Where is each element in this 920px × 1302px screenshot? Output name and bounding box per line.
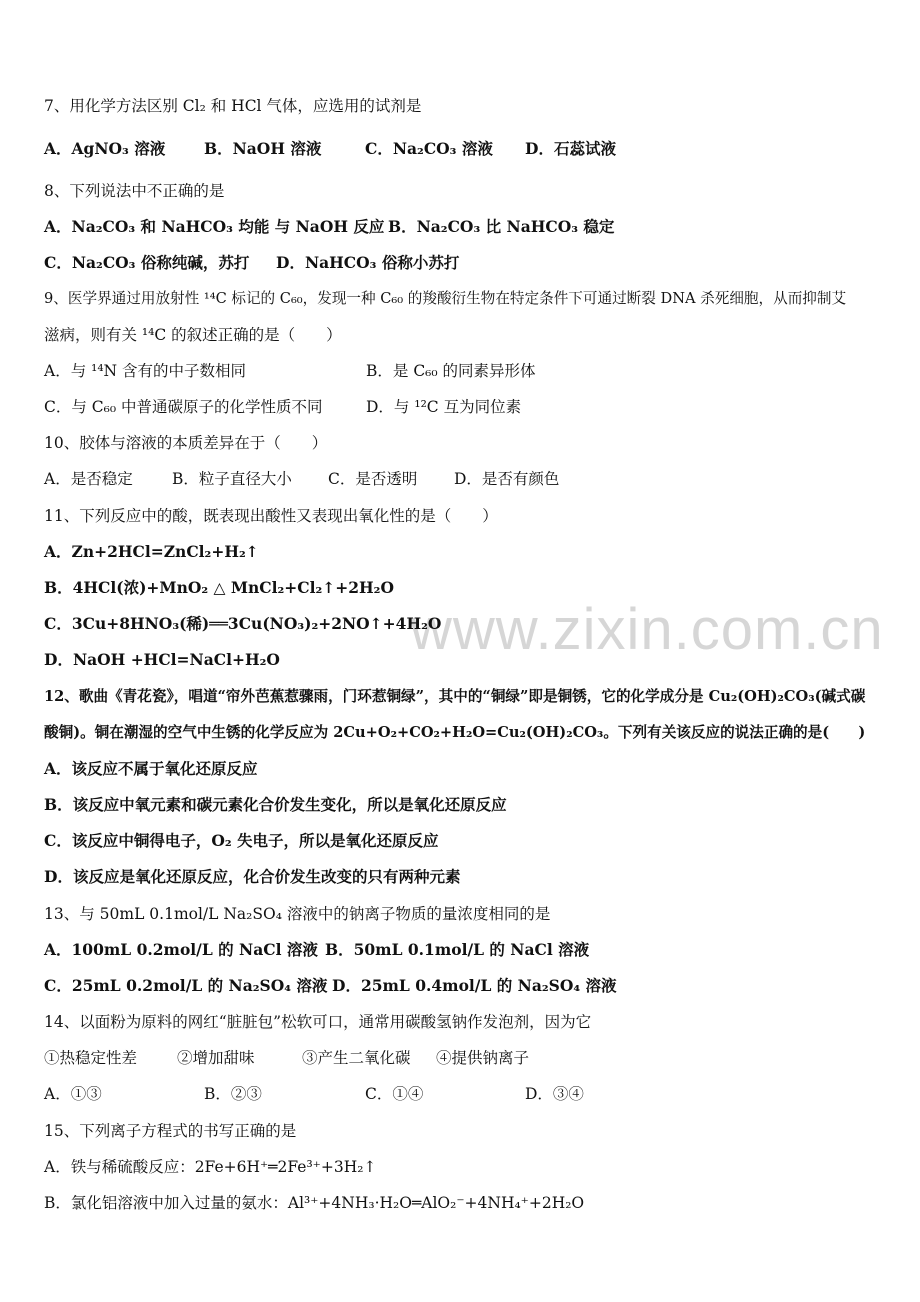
q12-option-c: C．该反应中铜得电子，O₂ 失电子，所以是氧化还原反应: [44, 831, 439, 850]
q15-stem: 15、下列离子方程式的书写正确的是: [44, 1122, 297, 1140]
q9-option-b: B．是 C₆₀ 的同素异形体: [366, 362, 536, 380]
q10-option-b: B．粒子直径大小: [172, 470, 292, 488]
watermark: www.zixin.com.cn: [410, 597, 884, 662]
q14-item-2: ②增加甜味: [177, 1049, 255, 1067]
q8-option-c: C．Na₂CO₃ 俗称纯碱，苏打: [44, 253, 250, 272]
q7-option-b: B．NaOH 溶液: [204, 139, 322, 158]
q12-stem-line2: 酸铜)。铜在潮湿的空气中生锈的化学反应为 2Cu+O₂+CO₂+H₂O=Cu₂(OH)₂CO₃。下列有关该反应的说法正确的是( ): [44, 724, 866, 741]
q14-option-b: B．②③: [204, 1085, 262, 1103]
q15-option-b: B．氯化铝溶液中加入过量的氨水：Al³⁺+4NH₃·H₂O═AlO₂⁻+4NH₄⁺+2H₂O: [44, 1194, 585, 1212]
q14-option-c: C．①④: [365, 1085, 424, 1103]
q12-option-b: B．该反应中氧元素和碳元素化合价发生变化，所以是氧化还原反应: [44, 795, 507, 814]
q10-option-c: C．是否透明: [328, 470, 418, 488]
q14-option-d: D．③④: [525, 1085, 584, 1103]
q7-option-a: A．AgNO₃ 溶液: [44, 139, 166, 158]
q11-option-c: C．3Cu+8HNO₃(稀)══3Cu(NO₃)₂+2NO↑+4H₂O: [44, 614, 442, 633]
q11-option-a: A．Zn+2HCl=ZnCl₂+H₂↑: [44, 542, 259, 561]
q9-option-a: A．与 ¹⁴N 含有的中子数相同: [44, 362, 247, 380]
q14-item-4: ④提供钠离子: [436, 1049, 530, 1067]
q12-stem-line1: 12、歌曲《青花瓷》，唱道“帘外芭蕉惹骤雨，门环惹铜绿”，其中的“铜绿”即是铜锈，它的化学成分是 Cu₂(OH)₂CO₃(碱式碳: [44, 688, 866, 705]
q8-option-b: B．Na₂CO₃ 比 NaHCO₃ 稳定: [388, 217, 615, 236]
q13-option-a: A．100mL 0.2mol/L 的 NaCl 溶液: [44, 940, 318, 959]
q15-option-a: A．铁与稀硫酸反应：2Fe+6H⁺═2Fe³⁺+3H₂↑: [44, 1158, 377, 1176]
q10-option-d: D．是否有颜色: [454, 470, 560, 488]
q13-option-d: D．25mL 0.4mol/L 的 Na₂SO₄ 溶液: [332, 976, 617, 995]
q14-option-a: A．①③: [44, 1085, 102, 1103]
q8-option-a: A．Na₂CO₃ 和 NaHCO₃ 均能 与 NaOH 反应: [44, 217, 385, 236]
q11-stem: 11、下列反应中的酸，既表现出酸性又表现出氧化性的是（ ）: [44, 507, 498, 525]
q9-stem-line2: 滋病，则有关 ¹⁴C 的叙述正确的是（ ）: [44, 326, 342, 344]
q9-option-d: D．与 ¹²C 互为同位素: [366, 398, 522, 416]
q9-stem-line1: 9、医学界通过用放射性 ¹⁴C 标记的 C₆₀，发现一种 C₆₀ 的羧酸衍生物在特定条件下可通过断裂 DNA 杀死细胞，从而抑制艾: [44, 290, 847, 307]
q13-option-c: C．25mL 0.2mol/L 的 Na₂SO₄ 溶液: [44, 976, 328, 995]
q12-option-d: D．该反应是氧化还原反应，化合价发生改变的只有两种元素: [44, 867, 461, 886]
q7-stem: 7、用化学方法区别 Cl₂ 和 HCl 气体，应选用的试剂是: [44, 97, 422, 115]
q7-option-c: C．Na₂CO₃ 溶液: [365, 139, 493, 158]
q12-option-a: A．该反应不属于氧化还原反应: [44, 759, 258, 778]
q10-stem: 10、胶体与溶液的本质差异在于（ ）: [44, 434, 328, 452]
q8-stem: 8、下列说法中不正确的是: [44, 182, 225, 200]
q13-option-b: B．50mL 0.1mol/L 的 NaCl 溶液: [325, 940, 590, 959]
q14-item-1: ①热稳定性差: [44, 1049, 138, 1067]
q14-stem: 14、以面粉为原料的网红“脏脏包”松软可口，通常用碳酸氢钠作发泡剂，因为它: [44, 1013, 592, 1031]
q9-option-c: C．与 C₆₀ 中普通碳原子的化学性质不同: [44, 398, 323, 416]
q14-item-3: ③产生二氧化碳: [302, 1049, 411, 1067]
q13-stem: 13、与 50mL 0.1mol/L Na₂SO₄ 溶液中的钠离子物质的量浓度相同的是: [44, 905, 551, 923]
q7-option-d: D．石蕊试液: [525, 139, 616, 158]
q11-option-b: B．4HCl(浓)+MnO₂ △ MnCl₂+Cl₂↑+2H₂O: [44, 578, 394, 597]
q8-option-d: D．NaHCO₃ 俗称小苏打: [276, 253, 460, 272]
q10-option-a: A．是否稳定: [44, 470, 133, 488]
q11-option-d: D．NaOH +HCl=NaCl+H₂O: [44, 650, 280, 669]
